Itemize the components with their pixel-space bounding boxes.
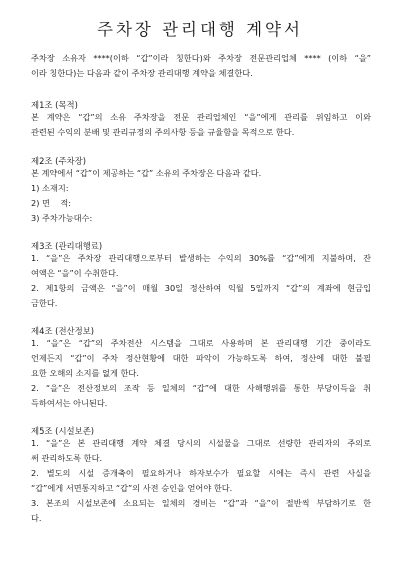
article-4-line: 득하여서는 아니된다. xyxy=(31,398,108,408)
intro-line: 주차장 소유자 ****(이하 “갑”이라 칭한다)와 주차장 전문관리업체 **** (이하 “을” xyxy=(31,53,371,63)
article-2-item-area: 2) 면 적: xyxy=(31,198,71,208)
article-4-heading: 제4조 (전산정보) xyxy=(31,326,95,336)
article-5-line: 다. xyxy=(31,513,42,523)
article-5-line: 써 관리하도록 한다. xyxy=(31,453,103,463)
article-2-item-location: 1) 소재지: xyxy=(31,183,69,193)
article-2-item-capacity: 3) 주차가능대수: xyxy=(31,213,93,223)
article-5-heading: 제5조 (시설보존) xyxy=(31,426,95,436)
article-4-line: 1. “을”은 “갑”의 주차전산 시스템을 그대로 사용하며 본 관리대행 기간 중이라도 xyxy=(31,338,371,348)
article-3-line: 1. “을”은 주차장 관리대행으로부터 발생하는 수익의 30%를 “갑”에게 지불하며, 잔 xyxy=(31,253,371,263)
article-1-line: 본 계약은 “갑”의 소유 주차장을 전문 관리업체인 “을”에게 관리를 위임하고 이와 xyxy=(31,112,371,122)
article-4-line: 언제든지 “갑”이 주차 정산현황에 대한 파악이 가능하도록 하여, 정산에 대한 불필 xyxy=(31,353,371,363)
article-2-line: 본 계약에서 “갑”이 제공하는 “갑” 소유의 주차장은 다음과 같다. xyxy=(31,168,262,178)
article-5-line: 3. 본조의 시설보존에 소요되는 일체의 경비는 “갑”과 “을”이 절반씩 부담하기로 한 xyxy=(31,498,371,508)
article-5-line: “갑”에게 서면통지하고 “갑”의 사전 승인을 얻어야 한다. xyxy=(31,483,233,493)
article-1-heading: 제1조 (목적) xyxy=(31,100,78,110)
article-4-line: 요한 오해의 소지를 없게 한다. xyxy=(31,368,139,378)
article-2-heading: 제2조 (주차장) xyxy=(31,156,86,166)
article-1-line: 관련된 수익의 분배 및 관리규정의 주의사항 등을 규율함을 목적으로 한다. xyxy=(31,127,295,137)
article-3-line: 여액은 “을”이 수취한다. xyxy=(31,268,119,278)
article-3-line: 금한다. xyxy=(31,298,58,308)
article-5-line: 1. “을”은 본 관리대행 계약 체결 당시의 시설물을 그대로 선량한 관리자의 주의로 xyxy=(31,438,371,448)
article-5-line: 2. 별도의 시설 증개축이 필요하거나 하자보수가 필요할 시에는 즉시 관련 사실을 xyxy=(31,468,371,478)
document-title: 주차장 관리대행 계약서 xyxy=(97,20,303,39)
article-3-line: 2. 제1항의 금액은 “을”이 매월 30일 정산하여 익월 5일까지 “갑”의 계좌에 현금입 xyxy=(31,283,371,293)
article-3-heading: 제3조 (관리대행료) xyxy=(31,241,103,251)
article-4-line: 2. “을”은 전산정보의 조작 등 일체의 “갑”에 대한 사해행위를 통한 부당이득을 취 xyxy=(31,383,371,393)
intro-line: 이라 칭한다)는 다음과 같이 주차장 관리대행 계약을 체결한다. xyxy=(31,68,253,78)
